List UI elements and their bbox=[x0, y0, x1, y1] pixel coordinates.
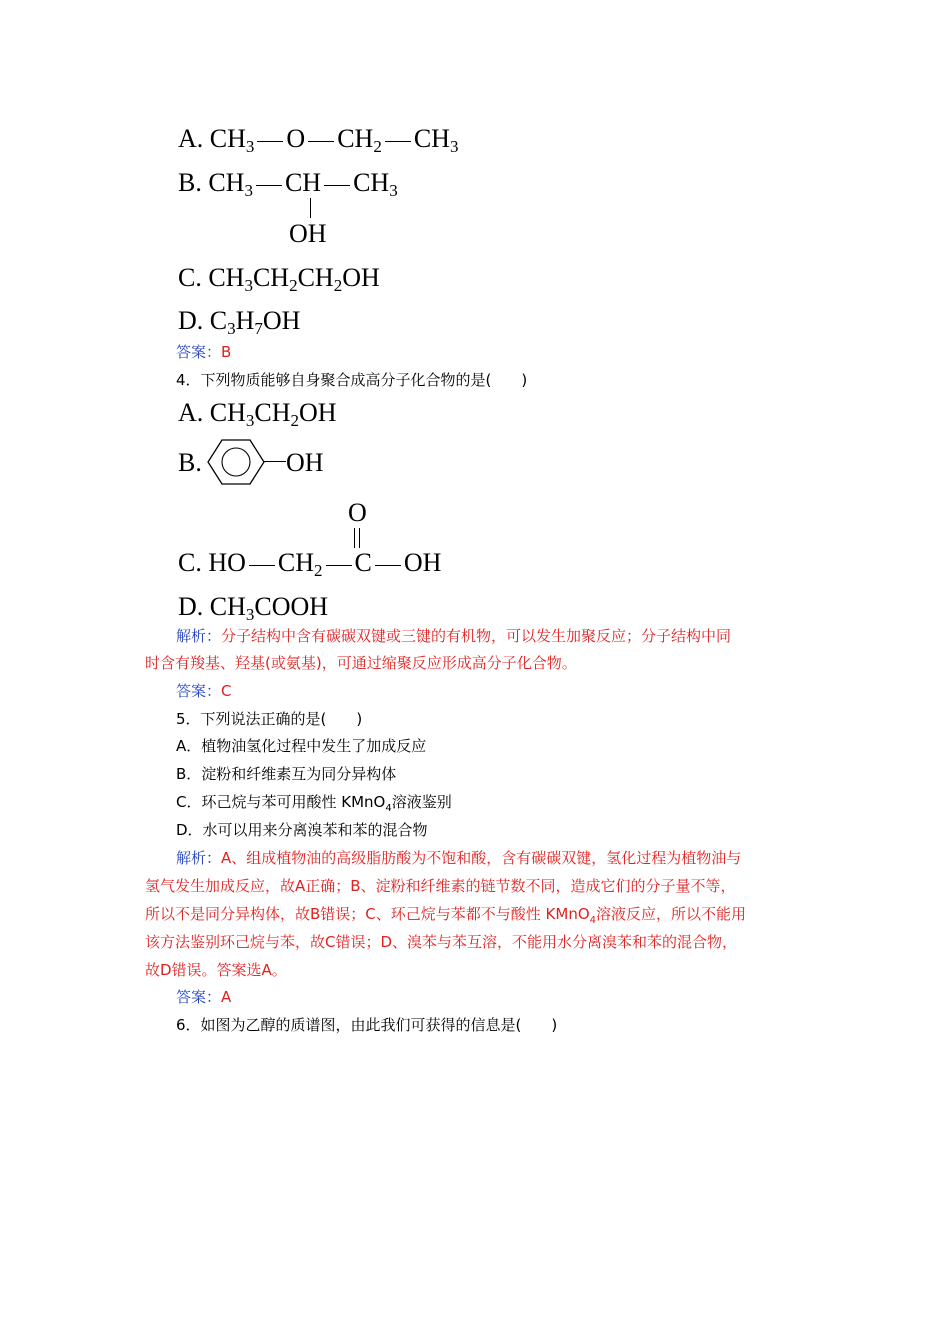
formula-part: OH bbox=[299, 398, 337, 427]
answer-value: C bbox=[221, 682, 232, 700]
formula-sub: 2 bbox=[373, 137, 382, 156]
formula-sub: 2 bbox=[290, 411, 300, 430]
formula-part: CH bbox=[209, 592, 246, 621]
q5-stem: 5．下列说法正确的是( ) bbox=[176, 710, 363, 728]
analysis-text: A、组成植物油的高级脂肪酸为不饱和酸，含有碳碳双键，氢化过程为植物油与 bbox=[221, 849, 742, 867]
formula-part: COOH bbox=[254, 592, 329, 621]
q4-option-b-label: B. bbox=[178, 448, 202, 477]
formula-part: CH bbox=[208, 168, 245, 197]
q5-analysis-line-5: 故D错误。答案选A。 bbox=[145, 961, 287, 979]
q5-answer bbox=[176, 987, 841, 1007]
bond-line bbox=[326, 565, 352, 566]
q3-option-c-label: C. bbox=[178, 263, 202, 292]
formula-part: CH bbox=[297, 263, 334, 292]
formula-part: CH bbox=[252, 263, 290, 292]
q5-analysis-line-2: 氢气发生加成反应，故A正确；B、淀粉和纤维素的链节数不同，造成它们的分子量不等， bbox=[145, 877, 736, 895]
q5-option-c bbox=[176, 792, 841, 819]
bond-line bbox=[324, 185, 350, 186]
formula-sub: 3 bbox=[245, 411, 255, 430]
q5-analysis-line-1 bbox=[176, 848, 841, 868]
formula-sub: 3 bbox=[389, 181, 398, 200]
q4-option-c-oxygen: O bbox=[348, 498, 367, 527]
q5-analysis-line-4: 该方法鉴别环己烷与苯，故C错误；D、溴苯与苯互溶，不能用水分离溴苯和苯的混合物， bbox=[145, 933, 738, 951]
benzene-ring-icon bbox=[208, 438, 264, 486]
formula-part: CH bbox=[277, 548, 315, 577]
q4-stem: 4．下列物质能够自身聚合成高分子化合物的是( ) bbox=[176, 371, 528, 389]
formula-part: O bbox=[286, 124, 306, 153]
formula-part: CH bbox=[337, 124, 374, 153]
q3-option-d bbox=[178, 306, 300, 336]
bond-line bbox=[308, 141, 334, 142]
formula-sub: 2 bbox=[333, 276, 343, 295]
bond-line bbox=[257, 141, 283, 142]
q4-analysis-line-1 bbox=[176, 626, 841, 646]
analysis-text: 所以不是同分异构体，故B错误；C、环己烷与苯都不与酸性 KMnO bbox=[145, 905, 590, 923]
formula-sub: 4 bbox=[385, 803, 392, 814]
analysis-text: 分子结构中含有碳碳双键或三键的有机物，可以发生加聚反应；分子结构中同 bbox=[221, 627, 732, 645]
formula-sub: 7 bbox=[254, 319, 263, 338]
formula-part: H bbox=[235, 306, 255, 335]
formula-part: CH bbox=[209, 124, 246, 153]
bond-vertical bbox=[310, 198, 311, 218]
double-bond-left bbox=[354, 528, 355, 548]
q4-option-d-label: D. bbox=[178, 592, 204, 621]
formula-sub: 2 bbox=[289, 276, 298, 295]
q4-option-c bbox=[178, 548, 441, 578]
formula-part: HO bbox=[208, 548, 246, 577]
bond-line bbox=[375, 565, 401, 566]
analysis-text: 溶液反应，所以不能用 bbox=[596, 905, 747, 923]
q4-option-d bbox=[178, 592, 328, 622]
formula-sub: 3 bbox=[449, 137, 459, 156]
q4-option-a bbox=[178, 398, 337, 428]
q3-option-a bbox=[178, 124, 458, 154]
formula-sub: 3 bbox=[245, 137, 255, 156]
answer-label: 答案： bbox=[176, 988, 222, 1006]
bond-line bbox=[264, 461, 286, 462]
option-text: 溶液鉴别 bbox=[391, 793, 452, 811]
formula-sub: 2 bbox=[314, 561, 323, 580]
formula-part: CH bbox=[209, 398, 246, 427]
formula-part: OH bbox=[403, 548, 442, 577]
q5-analysis-line-3 bbox=[145, 904, 810, 931]
q3-answer bbox=[176, 342, 841, 362]
answer-value: A bbox=[221, 988, 232, 1006]
bond-line bbox=[256, 185, 282, 186]
q3-option-b-label: B. bbox=[178, 168, 202, 197]
q4-option-a-label: A. bbox=[178, 398, 204, 427]
q5-option-a: A．植物油氢化过程中发生了加成反应 bbox=[176, 737, 427, 755]
analysis-label: 解析： bbox=[176, 627, 222, 645]
q3-option-b-oh: OH bbox=[289, 219, 327, 248]
formula-sub: 4 bbox=[589, 915, 597, 926]
q4-analysis-line-2: 时含有羧基、羟基(或氨基)，可通过缩聚反应形成高分子化合物。 bbox=[145, 654, 577, 672]
formula-part: C bbox=[354, 548, 372, 577]
answer-value: B bbox=[221, 343, 232, 361]
bond-line bbox=[385, 141, 411, 142]
double-bond-right bbox=[359, 528, 360, 548]
formula-part: CH bbox=[254, 398, 291, 427]
formula-part: CH bbox=[353, 168, 390, 197]
formula-part: CH bbox=[284, 168, 322, 197]
q6-stem: 6．如图为乙醇的质谱图，由此我们可获得的信息是( ) bbox=[176, 1016, 558, 1034]
bond-line bbox=[249, 565, 275, 566]
q3-option-c bbox=[178, 263, 380, 293]
q4-option-c-label: C. bbox=[178, 548, 202, 577]
formula-part: CH bbox=[413, 124, 450, 153]
q5-option-d: D．水可以用来分离溴苯和苯的混合物 bbox=[176, 821, 428, 839]
formula-sub: 3 bbox=[227, 319, 236, 338]
q4-option-b-oh: OH bbox=[286, 448, 324, 477]
answer-label: 答案： bbox=[176, 682, 222, 700]
q3-option-b bbox=[178, 168, 398, 198]
analysis-label: 解析： bbox=[176, 849, 222, 867]
q4-answer bbox=[176, 681, 841, 701]
option-text: C．环己烷与苯可用酸性 KMnO bbox=[176, 793, 386, 811]
q3-option-d-label: D. bbox=[178, 306, 204, 335]
formula-part: CH bbox=[208, 263, 245, 292]
formula-part: OH bbox=[262, 306, 301, 335]
formula-sub: 3 bbox=[244, 276, 253, 295]
q3-option-a-label: A. bbox=[178, 124, 204, 153]
formula-part: OH bbox=[342, 263, 380, 292]
formula-part: C bbox=[209, 306, 228, 335]
answer-label: 答案： bbox=[176, 343, 222, 361]
formula-sub: 3 bbox=[245, 605, 255, 624]
formula-sub: 3 bbox=[244, 181, 253, 200]
q5-option-b: B．淀粉和纤维素互为同分异构体 bbox=[176, 765, 397, 783]
